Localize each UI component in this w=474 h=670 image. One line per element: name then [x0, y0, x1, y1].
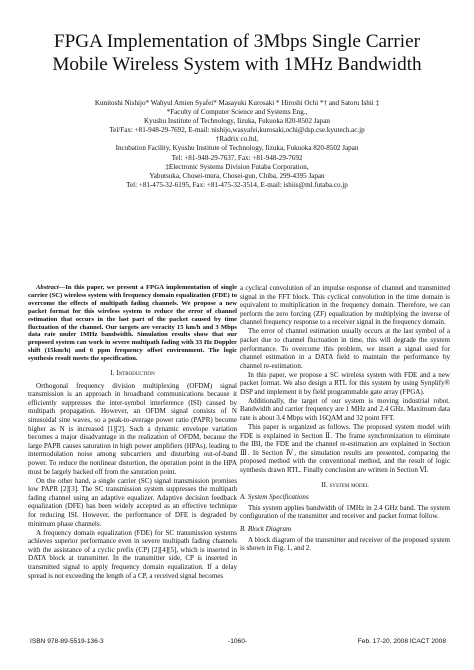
affiliation-2: †Radrix co.ltd,: [215, 135, 259, 144]
left-column: [28, 284, 237, 580]
abstract-label: Abstract: [36, 284, 59, 291]
intro-paragraph-1: Orthogonal frequency division multiplexing (OFDM) signal transmission is an approach in broadband communications because it efficiently suppresses the inter-symbol interference (ISI) caused by multipath propagation. However, an OFDM signal consists of N sinusoidal sine waves, so a peak-to-average power ratio (PAPR) become higher as N is increased [1][2]. Such a dynamic envelope variation becomes a major disadvantage in the realization of OFDM, because the large PAPR causes saturation in high power amplifiers (HPAs), leading to intermodulation noise among subcarriers and disturbing out-of-band power. To reduce the nonlinear distortion, the operation point in the HPA must be largely backed off from the saturation point.: [28, 381, 237, 476]
intro-paragraph-5: In this paper, we propose a SC wireless system with FDE and a new packet format. We also design a RTL for this system by using Synplify® DSP and implement it by field programmable gate array (FPGA).: [240, 370, 450, 396]
affiliation-2-line-3: Tel: +81-948-29-7637, Fax: +81-948-29-7692: [171, 153, 303, 162]
title-line-2: Mobile Wireless System with 1MHz Bandwidth: [52, 54, 422, 75]
page-footer: [30, 638, 446, 648]
block-diagram-paragraph: A block diagram of the transmitter and receiver of the proposed system is shown in Fig. 1, and 2.: [240, 535, 450, 553]
intro-paragraph-4: The error of channel estimation usually occurs at the last symbol of a packet due to channel fluctuation in time, this will degrade the system performance. To overcome this problem, we insert a signal used for channel estimation in a DATA field to maintain the performance by channel re-estimation.: [240, 327, 450, 370]
intro-paragraph-7: This paper is organized as follows. The proposed system model with FDE is explained in Section Ⅱ. The frame synchronization to eliminate the IBI, the FDE and the channel re-estimation are explained in Section Ⅲ. In Section Ⅳ, the simulation results are presented, comparing the proposed method with the conventional method, and the result of logic synthesis drawn RTL. Finally conclusion are written in Section Ⅵ.: [240, 423, 450, 475]
affiliation-1-line-1: *Faculty of Computer Science and Systems Eng.,: [166, 108, 308, 117]
system-spec-paragraph: This system applies bandwidth of 1MHz in 2.4 GHz band. The system configuration of the transmitter and receiver and packet format follow.: [240, 503, 450, 521]
author-names: Kunitoshi Nishijo* Wahyul Amien Syafei* Masayuki Kurosaki * Hiroshi Ochi *† and Satoru Ishii ‡: [94, 99, 380, 107]
affiliation-1-line-2: Kyushu Institute of Technology, Iizuka, Fukuoka 820-8502 Japan: [144, 117, 330, 126]
intro-paragraph-3-cont: a cyclical convolution of an impulse response of channel and transmitted signal in the FFT block. This cyclical convolution in the time domain is equivalent to multiplication in the frequency domain. Therefore, we can perform the zero forcing (ZF) equalization by multiplying the inverse of channel frequency response to a receiver signal in the frequency domain.: [240, 284, 450, 327]
author-block: [0, 99, 474, 190]
intro-paragraph-3: A frequency domain equalization (FDE) for SC transmission systems achieves superior performance even in severe multipath fading channels with the assistance of a cyclic prefix (CP) [2][4][5], which is inserted in DATA block at transmitter. In the transmitter side, CP is inserted in transmitted signal to apply frequency domain equalization. If a delay spread is not exceeding the length of a CP, a received signal becomes: [28, 528, 237, 580]
intro-paragraph-2: On the other hand, a single carrier (SC) signal transmission promises low PAPR [2][3]. The SC transmission system suppresses the multipath fading channel using an adaptive equalizer. Adaptive decision feedback equalization (DFE) has been widely accepted as an effective technique for reducing ISI. However, the performance of DFE is degraded by minimum phase channels.: [28, 476, 237, 528]
affiliation-3-line-1: ‡Electronic Systems Division Futaba Corporation,: [165, 162, 309, 171]
subsection-heading-b: B. Block Diagram: [240, 525, 292, 533]
footer-conference: Feb. 17-20, 2008 ICACT 2008: [357, 638, 446, 645]
title-line-1: FPGA Implementation of 3Mbps Single Carrier: [53, 31, 421, 52]
affiliation-2-line-2: Incubation Facility, Kyushu Institute of Technology, Iizuka, Fukuoka 820-8502 Japan: [115, 144, 359, 153]
affiliation-3-line-3: Tel: +81-475-32-6195, Fax: +81-475-32-3514, E-mail: ishiis@ml.futaba.co.jp: [126, 180, 348, 189]
footer-isbn: ISBN 978-89-5519-136-3: [30, 638, 104, 645]
abstract-text: —In this paper, we present a FPGA implementation of single carrier (SC) wireless system with frequency domain equalization (FDE) to overcome the effects of multipath fading channels. We propose a new packet format for this wireless system to reduce the error of channel estimation that occurs in the last part of the packet caused by time fluctuation of the channel. Our targets are veracity 15 km/h and 3 Mbps data rate under 1MHz bandwidth. Simulation results show that our proposed system can work in severe multipath fading with 33 Hz Doppler shift (15km/h) and 6 ppm frequency offset environment. The logic synthesis result meets the specification.: [28, 284, 237, 363]
footer-page-number: -1060-: [228, 638, 248, 645]
intro-paragraph-6: Additionally, the target of our system is moving industrial robot. Bandwidth and carrier frequency are 1 MHz and 2.4 GHz. Maximum data rate is about 3.4 Mbps with 16QAM and 32 point FFT.: [240, 396, 450, 423]
section-heading-system-model: II. system model: [321, 480, 369, 489]
right-column: [240, 284, 450, 553]
section-heading-introduction: I. Introduction: [110, 369, 155, 378]
affiliation-1-line-3: Tel/Fax: +81-948-29-7692, E-mail: nishijo,wasyafei,kurosaki,ochi@dsp.cse.kyutech.ac.jp: [109, 126, 365, 135]
abstract: [28, 284, 237, 363]
affiliation-3-line-2: Yabutsuka, Chosei-mura, Chosei-gun, Chiba, 299-4395 Japan: [149, 171, 325, 180]
paper-title: [0, 30, 474, 76]
subsection-heading-a: A. System Specifications: [240, 493, 309, 502]
